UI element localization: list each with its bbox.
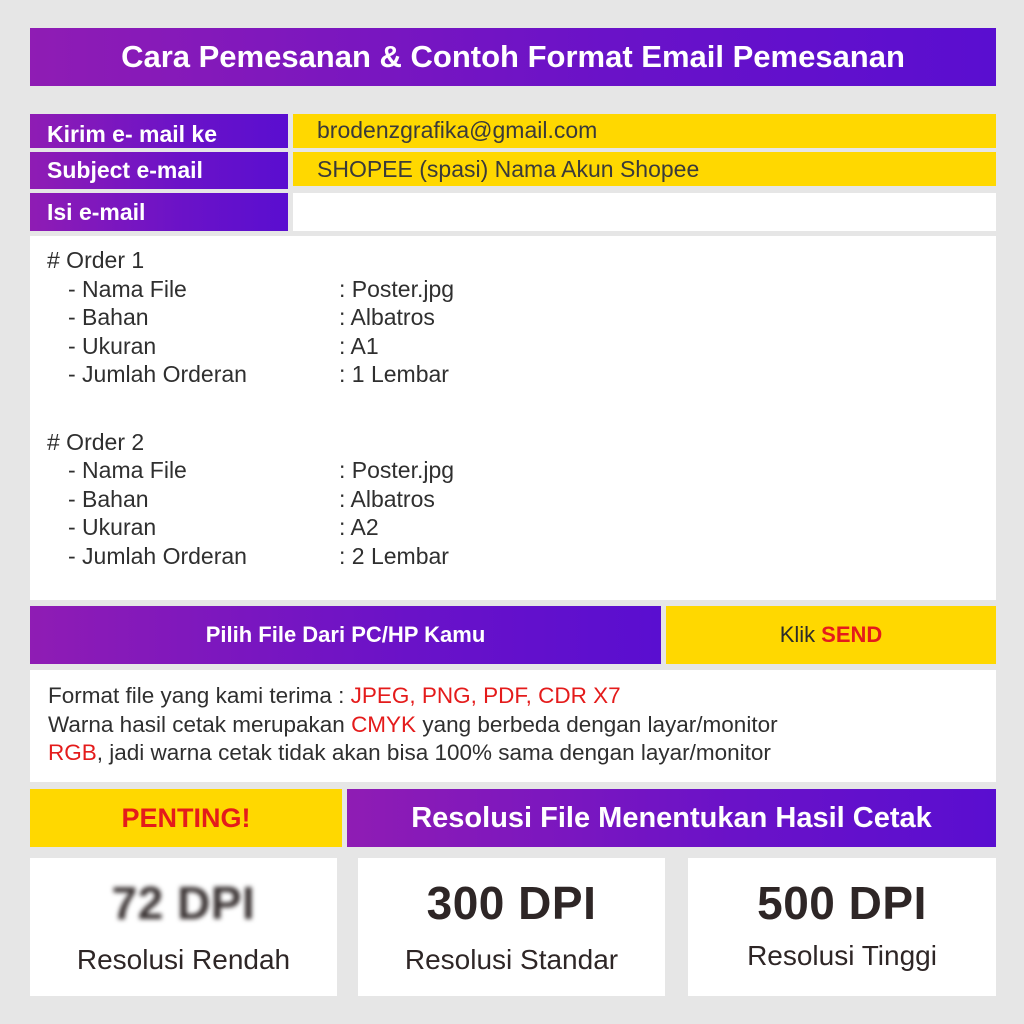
order-row xyxy=(47,456,996,485)
info-rgb-suffix: , jadi warna cetak tidak akan bisa 100% sama dengan layar/monitor xyxy=(96,740,771,765)
subject-label: Subject e-mail xyxy=(47,157,203,183)
dpi-label: Resolusi Rendah xyxy=(76,944,291,975)
order-key: - Nama File xyxy=(68,457,187,483)
page-title: Cara Pemesanan & Contoh Format Email Pemesanan xyxy=(121,39,905,74)
pick-file-button[interactable] xyxy=(30,606,661,664)
subject-field[interactable] xyxy=(293,152,996,186)
order-row xyxy=(47,485,996,514)
order-value: : Albatros xyxy=(339,304,435,330)
info-formats-text: Format file yang kami terima : xyxy=(48,683,351,708)
order-key: - Bahan xyxy=(68,304,149,330)
send-button[interactable] xyxy=(666,606,996,664)
send-label: SEND xyxy=(821,622,883,647)
body-label-filler xyxy=(293,193,996,231)
order-row xyxy=(47,275,996,304)
info-cmyk-suffix: yang berbeda dengan layar/monitor xyxy=(416,711,778,737)
penting-badge xyxy=(30,789,342,847)
order-value: : Poster.jpg xyxy=(339,457,455,483)
order-key: - Bahan xyxy=(68,485,149,512)
dpi-label: Resolusi Tinggi xyxy=(747,940,937,971)
resolution-headline: Resolusi File Menentukan Hasil Cetak xyxy=(411,801,932,834)
order-value: : A1 xyxy=(339,332,379,359)
order-value: : 2 Lembar xyxy=(339,542,449,569)
dpi-value: 72 DPI xyxy=(111,877,256,929)
penting-label: PENTING! xyxy=(121,802,251,833)
order-row xyxy=(47,332,996,361)
info-line-rgb xyxy=(48,739,996,768)
order-block-1 xyxy=(47,246,996,389)
to-label-box xyxy=(30,114,288,148)
order-row xyxy=(47,542,996,571)
info-cmyk: CMYK xyxy=(351,711,417,737)
order-key: - Jumlah Orderan xyxy=(68,542,247,569)
dpi-value: 300 DPI xyxy=(426,877,597,929)
order-row xyxy=(47,303,996,332)
email-body[interactable] xyxy=(30,236,996,600)
resolution-card-high xyxy=(688,858,996,996)
order-value: : A2 xyxy=(339,514,379,540)
resolution-headline-banner xyxy=(347,789,996,847)
order-key: - Nama File xyxy=(68,275,187,302)
info-line-cmyk xyxy=(48,711,996,740)
info-rgb: RGB xyxy=(48,740,97,765)
pick-file-label: Pilih File Dari PC/HP Kamu xyxy=(205,622,486,647)
dpi-label: Resolusi Standar xyxy=(404,944,619,975)
order-title: # Order 2 xyxy=(47,428,145,455)
order-row xyxy=(47,360,996,389)
order-value: : Poster.jpg xyxy=(339,275,455,302)
order-value: : Albatros xyxy=(339,485,435,512)
page-title-banner xyxy=(30,28,996,86)
info-formats-list: JPEG, PNG, PDF, CDR X7 xyxy=(350,683,621,708)
order-block-2 xyxy=(47,428,996,571)
to-field[interactable] xyxy=(293,114,996,148)
to-value: brodenzgrafika@gmail.com xyxy=(317,116,598,143)
send-prefix: Klik xyxy=(779,622,816,647)
order-value: : 1 Lembar xyxy=(339,361,449,387)
resolution-card-low xyxy=(30,858,337,996)
order-row xyxy=(47,513,996,542)
info-line-formats xyxy=(48,682,996,711)
to-label: Kirim e- mail ke xyxy=(47,120,218,147)
dpi-value: 500 DPI xyxy=(757,877,927,929)
resolution-card-standard xyxy=(358,858,665,996)
info-box xyxy=(30,670,996,782)
order-key: - Ukuran xyxy=(68,332,157,359)
subject-value: SHOPEE (spasi) Nama Akun Shopee xyxy=(317,155,700,182)
subject-label-box xyxy=(30,152,288,189)
info-cmyk-prefix: Warna hasil cetak merupakan xyxy=(48,711,352,737)
body-label: Isi e-mail xyxy=(47,198,146,225)
order-title: # Order 1 xyxy=(47,247,145,273)
body-label-box xyxy=(30,193,288,231)
order-key: - Ukuran xyxy=(68,514,157,540)
order-key: - Jumlah Orderan xyxy=(68,361,247,387)
